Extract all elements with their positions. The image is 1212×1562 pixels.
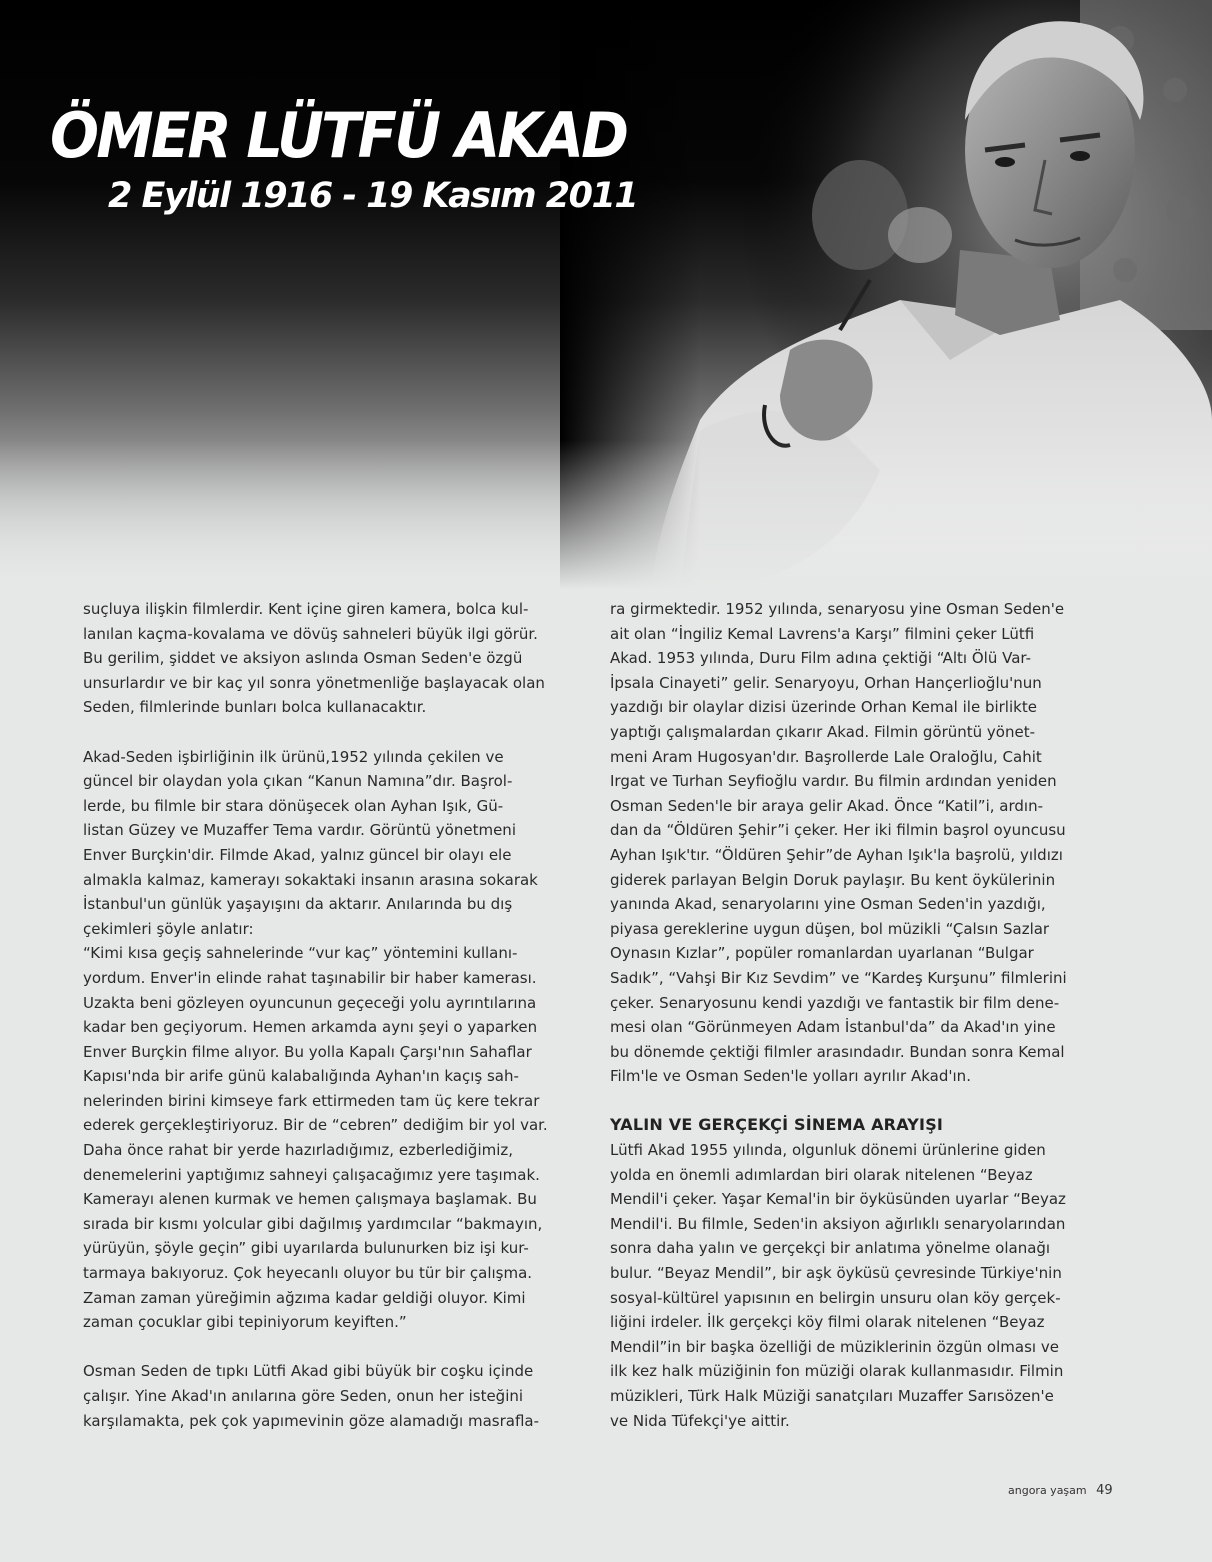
text-line: Mendil'i. Bu filmle, Seden'in aksiyon ağırlıklı senaryolarından	[610, 1214, 1066, 1233]
paragraph	[83, 745, 613, 1335]
text-line: sonra daha yalın ve gerçekçi bir anlatıma yönelme olanağı	[610, 1239, 1051, 1258]
text-line: Uzakta beni gözleyen oyuncunun geçeceği yolu ayrıntılarına	[83, 993, 537, 1012]
text-line: unsurlardır ve bir kaç yıl sonra yönetmenliğe başlayacak olan	[83, 673, 545, 692]
text-line: ra girmektedir. 1952 yılında, senaryosu yine Osman Seden'e	[610, 600, 1065, 618]
text-line: liğini irdeler. İlk gerçekçi köy filmi olarak nitelenen “Beyaz	[610, 1313, 1045, 1332]
text-line: yaptığı çalışmalardan çıkarır Akad. Filmin görüntü yönet-	[610, 722, 1036, 741]
text-line: müzikleri, Türk Halk Müziği sanatçıları Muzaffer Sarısözen'e	[610, 1387, 1054, 1405]
text-line: Osman Seden de tıpkı Lütfi Akad gibi büyük bir coşku içinde	[83, 1362, 534, 1381]
text-line: Enver Burçkin'dir. Filmde Akad, yalnız güncel bir olayı ele	[83, 845, 512, 864]
hero-banner	[0, 0, 1212, 590]
text-line: İstanbul'un günlük yaşayışını da aktarır. Anılarında bu dış	[83, 895, 513, 914]
text-line: Daha önce rahat bir yerde hazırladığımız, ezberlediğimiz,	[83, 1141, 514, 1160]
text-line: yordum. Enver'in elinde rahat taşınabilir bir haber kamerası.	[83, 968, 537, 987]
portrait-photo	[0, 0, 1212, 590]
title-block	[50, 99, 650, 216]
magazine-name: angora yaşam	[1008, 1484, 1087, 1497]
text-line: almakla kalmaz, kamerayı sokaktaki insanın arasına sokarak	[83, 870, 538, 889]
page-footer	[1008, 1483, 1113, 1498]
text-line: Sadık”, “Vahşi Bir Kız Sevdim” ve “Kardeş Kurşunu” filmlerini	[610, 968, 1067, 987]
text-line: Bu gerilim, şiddet ve aksiyon aslında Osman Seden'e özgü	[83, 649, 523, 668]
text-line: ederek gerçekleştiriyoruz. Bir de “cebren” dediğim bir yol var.	[83, 1116, 548, 1135]
text-line: listan Güzey ve Muzaffer Tema vardır. Görüntü yönetmeni	[83, 821, 516, 840]
text-line: Akad-Seden işbirliğinin ilk ürünü,1952 yılında çekilen ve	[83, 747, 504, 766]
page-title: ÖMER LÜTFÜ AKAD	[50, 99, 627, 172]
text-line: Kamerayı alenen kurmak ve hemen çalışmaya başlamak. Bu	[83, 1190, 537, 1209]
life-dates: 2 Eylül 1916 - 19 Kasım 2011	[108, 176, 638, 216]
text-line: lanılan kaçma-kovalama ve dövüş sahneleri büyük ilgi görür.	[83, 624, 538, 643]
text-line: Lütfi Akad 1955 yılında, olgunluk dönemi ürünlerine giden	[610, 1141, 1046, 1160]
text-line: Osman Seden'le bir araya gelir Akad. Önce “Katil”i, ardın-	[610, 796, 1043, 815]
text-line: lerde, bu filmle bir stara dönüşecek olan Ayhan Işık, Gü-	[83, 796, 504, 815]
paragraph	[610, 1138, 1130, 1433]
page-number: 49	[1096, 1483, 1113, 1498]
text-line: Kapısı'nda bir arife günü kalabalığında Ayhan'ın kaçış sah-	[83, 1067, 519, 1086]
text-line: kadar ben geçiyorum. Hemen arkamda aynı şeyi o yaparken	[83, 1018, 538, 1037]
text-line: İpsala Cinayeti” gelir. Senaryoyu, Orhan Hançerlioğlu'nun	[610, 673, 1042, 692]
paragraph	[83, 597, 613, 720]
text-line: tarmaya bakıyoruz. Çok heyecanlı oluyor bu tür bir çalışma.	[83, 1264, 533, 1283]
text-line: giderek parlayan Belgin Doruk paylaşır. Bu kent öykülerinin	[610, 870, 1056, 889]
text-line: Seden, filmlerinde bunları bolca kullanacaktır.	[83, 698, 427, 717]
text-line: Zaman zaman yüreğimin ağzıma kadar geldiği oluyor. Kimi	[83, 1288, 526, 1307]
text-line: çekimleri şöyle anlatır:	[83, 919, 254, 938]
text-line: çeker. Senaryosunu kendi yazdığı ve fantastik bir film dene-	[610, 993, 1060, 1012]
text-line: Enver Burçkin filme alıyor. Bu yolla Kapalı Çarşı'nın Sahaflar	[83, 1042, 532, 1061]
text-line: Irgat ve Turhan Seyfioğlu vardır. Bu filmin ardından yeniden	[610, 772, 1057, 791]
text-line: nelerinden birini kimseye fark ettirmeden tam üç kere tekrar	[83, 1091, 540, 1110]
section-heading: YALIN VE GERÇEKÇİ SİNEMA ARAYIŞI	[610, 1115, 944, 1135]
text-line: dan da “Öldüren Şehir”i çeker. Her iki filmin başrol oyuncusu	[610, 821, 1066, 840]
text-line: Mendil”in bir başka özelliği de müziklerinin özgün olması ve	[610, 1337, 1059, 1356]
text-line: bulur. “Beyaz Mendil”, bir aşk öyküsü çevresinde Türkiye'nin	[610, 1264, 1062, 1283]
text-line: suçluya ilişkin filmlerdir. Kent içine giren kamera, bolca kul-	[83, 600, 529, 618]
text-line: sırada bir kısmı yolcular gibi dağılmış yardımcılar “bakmayın,	[83, 1214, 543, 1233]
text-line: zaman çocuklar gibi tepiniyorum keyiften.”	[83, 1313, 407, 1332]
text-line: çalışır. Yine Akad'ın anılarına göre Seden, onun her isteğini	[83, 1387, 524, 1405]
text-line: yürüyün, şöyle geçin” gibi uyarılarda bulunurken biz işi kur-	[83, 1239, 529, 1258]
text-line: Film'le ve Osman Seden'le yolları ayrılır Akad'ın.	[610, 1067, 971, 1086]
text-line: piyasa gereklerine uygun düşen, bol müzikli “Çalsın Sazlar	[610, 919, 1050, 938]
text-line: ilk kez halk müziğinin fon müziği olarak kullanmasıdır. Filmin	[610, 1362, 1064, 1381]
text-line: yazdığı bir olaylar dizisi üzerinde Orhan Kemal ile birlikte	[610, 698, 1037, 717]
text-line: sosyal-kültürel yapısının en belirgin unsuru olan köy gerçek-	[610, 1288, 1061, 1307]
paragraph	[610, 597, 1130, 1089]
text-line: Mendil'i çeker. Yaşar Kemal'in bir öyküsünden uyarlar “Beyaz	[610, 1190, 1066, 1209]
text-line: bu dönemde çektiği filmler arasındadır. Bundan sonra Kemal	[610, 1042, 1065, 1061]
text-line: Oynasın Kızlar”, popüler romanlardan uyarlanan “Bulgar	[610, 944, 1034, 963]
text-line: Ayhan Işık'tır. “Öldüren Şehir”de Ayhan Işık'la başrolü, yıldızı	[610, 845, 1063, 864]
text-line: denemelerini yaptığımız sahneyi çalışacağımız yere taşımak.	[83, 1165, 540, 1184]
right-column	[610, 597, 1130, 1433]
paragraph	[83, 1359, 613, 1433]
text-line: ait olan “İngiliz Kemal Lavrens'a Karşı” filmini çeker Lütfi	[610, 624, 1035, 643]
text-line: güncel bir olaydan yola çıkan “Kanun Namına”dır. Başrol-	[83, 772, 513, 791]
text-line: Akad. 1953 yılında, Duru Film adına çektiği “Altı Ölü Var-	[610, 649, 1032, 668]
text-line: ve Nida Tüfekçi'ye aittir.	[610, 1411, 790, 1430]
text-line: meni Aram Hugosyan'dır. Başrollerde Lale Oraloğlu, Cahit	[610, 747, 1042, 766]
text-line: yanında Akad, senaryolarını yine Osman Seden'in yazdığı,	[610, 895, 1046, 914]
text-line: “Kimi kısa geçiş sahnelerinde “vur kaç” yöntemini kullanı-	[83, 944, 518, 963]
text-line: karşılamakta, pek çok yapımevinin göze alamadığı masrafla-	[83, 1411, 539, 1430]
text-line: yolda en önemli adımlardan biri olarak nitelenen “Beyaz	[610, 1165, 1033, 1184]
left-column	[83, 597, 613, 1433]
text-line: mesi olan “Görünmeyen Adam İstanbul'da” da Akad'ın yine	[610, 1018, 1056, 1037]
